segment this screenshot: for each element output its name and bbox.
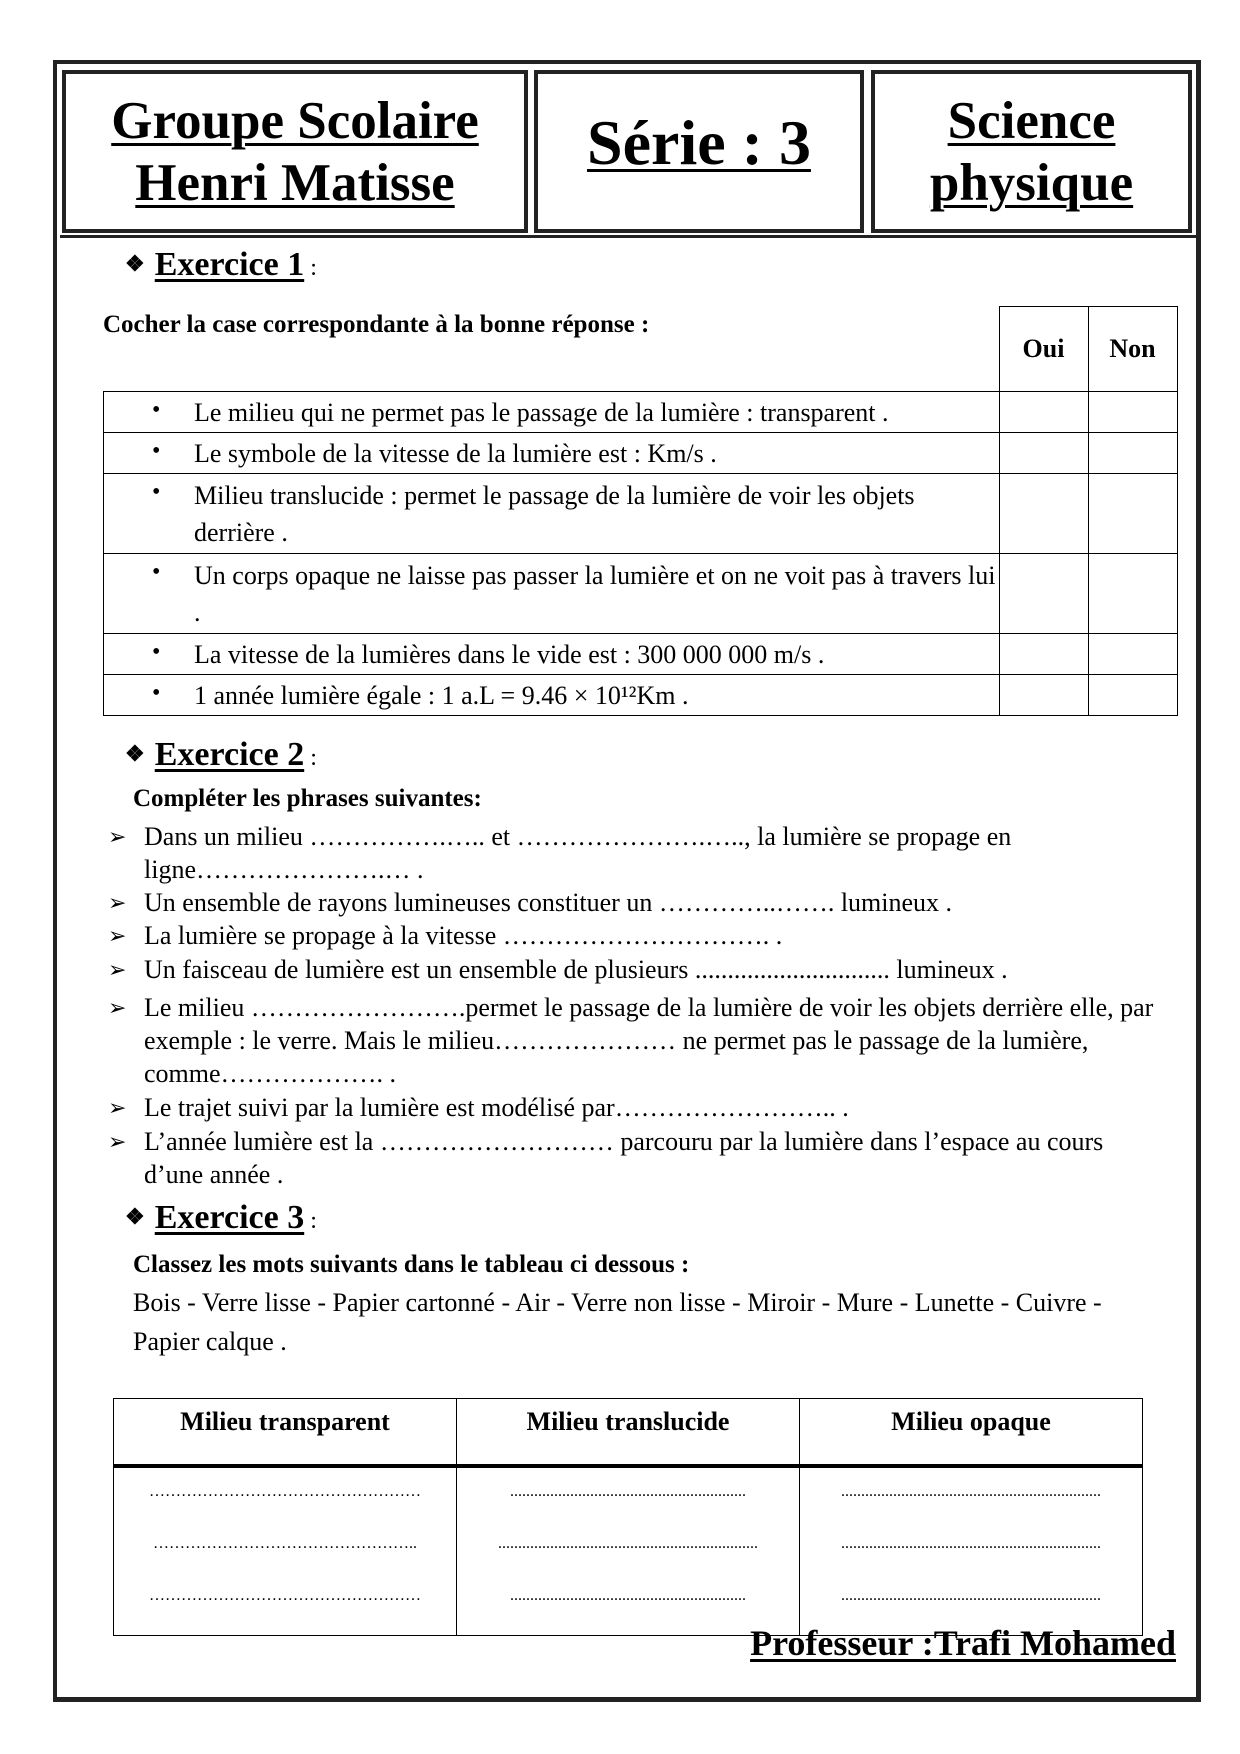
- checkbox-oui[interactable]: [999, 675, 1088, 716]
- list-item: ➢ Le milieu …………………….permet le passage de la lumière de voir les objets derrière elle, par exemple : le verre. Mais le milieu………………… ne permet pas le passage de la lumière, comme………………. .: [108, 993, 1154, 1088]
- diamond-bullet-icon: ❖: [125, 251, 145, 276]
- list-item: ➢ La lumière se propage à la vitesse …………………………. .: [108, 921, 783, 950]
- col-non: Non: [1088, 307, 1177, 392]
- words-list: Bois - Verre lisse - Papier cartonné - Air - Verre non lisse - Miroir - Mure - Lunette - Cuivre - Papier calque .: [133, 1288, 1102, 1356]
- checkbox-non[interactable]: [1088, 634, 1177, 675]
- col-oui: Oui: [999, 307, 1088, 392]
- checkbox-non[interactable]: [1088, 392, 1177, 433]
- exercise2-instruction: Compléter les phrases suivantes:: [133, 785, 482, 812]
- arrow-bullet-icon: ➢: [108, 995, 127, 1020]
- checkbox-oui[interactable]: [999, 554, 1088, 634]
- answer-cell-transparent[interactable]: …………………………………………… ………………………………………….. ……………………………………………: [114, 1466, 457, 1636]
- school-name-line2: Henri Matisse: [135, 153, 455, 212]
- checkbox-oui[interactable]: [999, 634, 1088, 675]
- series-title: Série : 3: [587, 107, 811, 178]
- answer-cell-translucide[interactable]: ........................................................... ................................................................. ...........................................................: [457, 1466, 800, 1636]
- checkbox-non[interactable]: [1088, 474, 1177, 554]
- diamond-bullet-icon: ❖: [125, 1204, 145, 1229]
- school-name-box: [62, 70, 528, 233]
- series-box: [534, 70, 864, 233]
- professor-signature: Professeur :Trafi Mohamed: [750, 1623, 1176, 1663]
- checkbox-non[interactable]: [1088, 554, 1177, 634]
- answer-cell-opaque[interactable]: ................................................................. ................................................................. .................................................................: [800, 1466, 1143, 1636]
- checkbox-oui[interactable]: [999, 433, 1088, 474]
- list-item: ➢ L’année lumière est la ……………………… parcouru par la lumière dans l’espace au cours d’une année .: [108, 1127, 1104, 1189]
- header-divider: [60, 235, 1198, 238]
- classification-table: [113, 1398, 1143, 1636]
- table-row: • Milieu translucide : permet le passage de la lumière de voir les objets derrière .: [104, 474, 1178, 554]
- subject-box: [871, 70, 1192, 233]
- col-transparent: Milieu transparent: [114, 1399, 457, 1467]
- table-row: • 1 année lumière égale : 1 a.L = 9.46 × 10¹²Km .: [104, 675, 1178, 716]
- arrow-bullet-icon: ➢: [108, 824, 127, 849]
- table-row: • Le symbole de la vitesse de la lumière est : Km/s .: [104, 433, 1178, 474]
- list-item: ➢ Un faisceau de lumière est un ensemble de plusieurs .............................. lumineux .: [108, 955, 1008, 984]
- exercise1-table: [103, 306, 1178, 716]
- arrow-bullet-icon: ➢: [108, 1129, 127, 1154]
- diamond-bullet-icon: ❖: [125, 741, 145, 766]
- list-item: ➢ Le trajet suivi par la lumière est modélisé par…………………….. .: [108, 1093, 849, 1122]
- exercise1-instruction: Cocher la case correspondante à la bonne réponse :: [103, 311, 650, 338]
- table-row: • Le milieu qui ne permet pas le passage de la lumière : transparent .: [104, 392, 1178, 433]
- exercise1-title: ❖ Exercice 1 :: [125, 246, 317, 283]
- checkbox-oui[interactable]: [999, 392, 1088, 433]
- subject-line1: Science: [947, 91, 1116, 150]
- checkbox-non[interactable]: [1088, 675, 1177, 716]
- subject-line2: physique: [929, 153, 1134, 212]
- arrow-bullet-icon: ➢: [108, 923, 127, 948]
- table-row: • Un corps opaque ne laisse pas passer la lumière et on ne voit pas à travers lui .: [104, 554, 1178, 634]
- school-name-line1: Groupe Scolaire: [111, 91, 479, 150]
- list-item: ➢ Dans un milieu …………….….. et ………………….….., la lumière se propage en ligne………………….… .: [108, 822, 1012, 884]
- arrow-bullet-icon: ➢: [108, 957, 127, 982]
- checkbox-non[interactable]: [1088, 433, 1177, 474]
- list-item: ➢ Un ensemble de rayons lumineuses constituer un …………..……. lumineux .: [108, 888, 953, 917]
- col-translucide: Milieu translucide: [457, 1399, 800, 1467]
- table-row: • La vitesse de la lumières dans le vide est : 300 000 000 m/s .: [104, 634, 1178, 675]
- col-opaque: Milieu opaque: [800, 1399, 1143, 1467]
- arrow-bullet-icon: ➢: [108, 1095, 127, 1120]
- exercise2-title: ❖ Exercice 2 :: [125, 736, 317, 773]
- arrow-bullet-icon: ➢: [108, 890, 127, 915]
- checkbox-oui[interactable]: [999, 474, 1088, 554]
- exercise3-title: ❖ Exercice 3 :: [125, 1199, 317, 1236]
- exercise3-instruction: Classez les mots suivants dans le tableau ci dessous :: [133, 1251, 690, 1278]
